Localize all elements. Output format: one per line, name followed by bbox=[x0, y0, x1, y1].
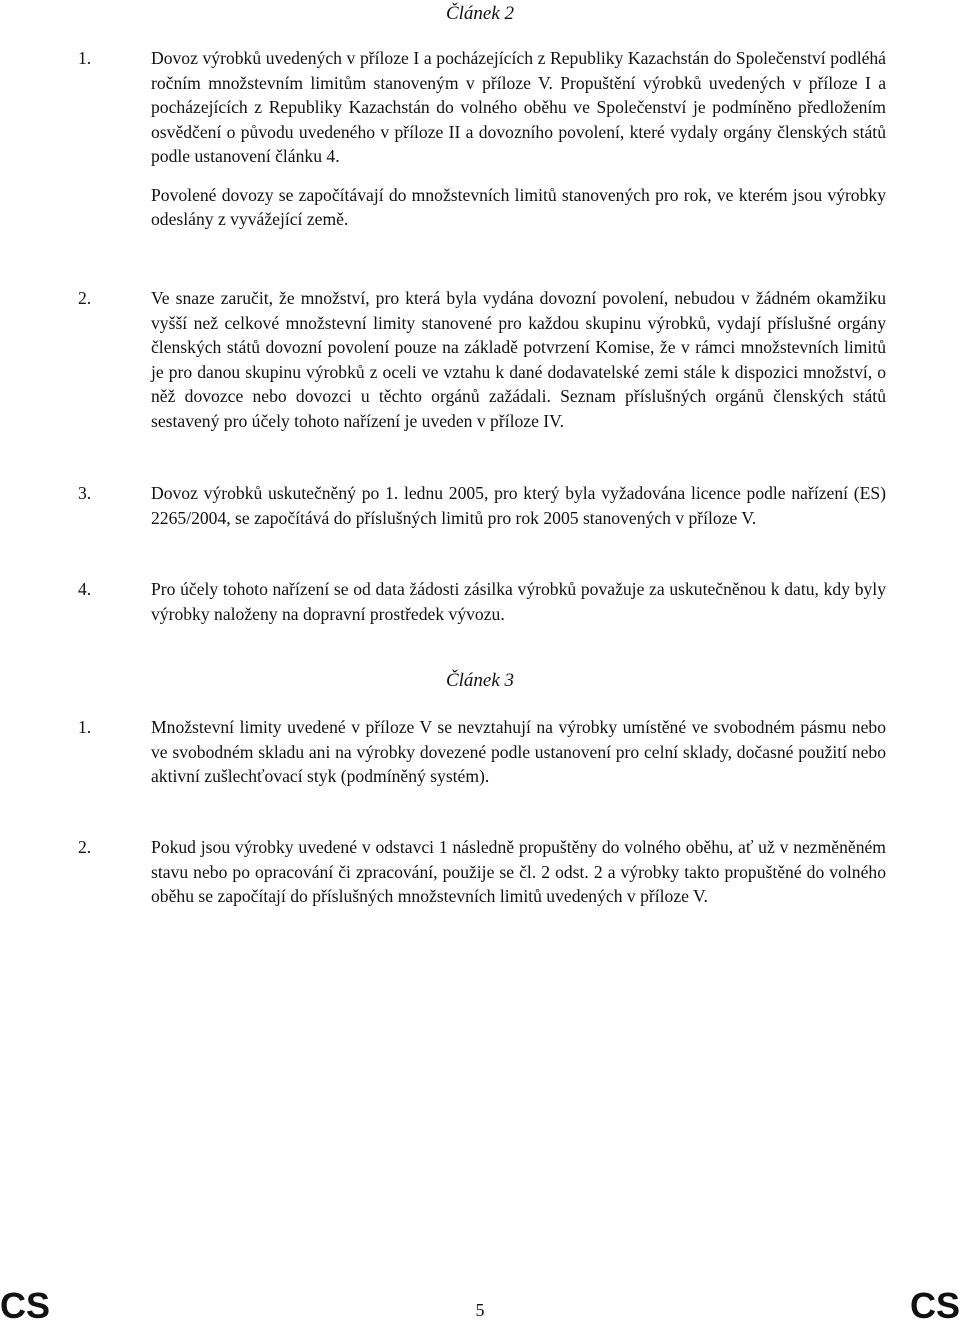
footer-language-code-left: CS bbox=[0, 1285, 51, 1326]
item-number: 2. bbox=[78, 837, 92, 857]
item-number: 1. bbox=[78, 717, 92, 737]
item-number: 1. bbox=[78, 48, 92, 68]
item-text bbox=[151, 46, 886, 232]
page-number: 5 bbox=[475, 1300, 485, 1320]
paragraph: Množstevní limity uvedené v příloze V se nevztahují na výrobky umístěné ve svobodném pásmu nebo ve svobodném skladu ani na výrobky dovezené podle ustanovení pro celní sklady, dočasné použití nebo aktivní zušlechťovací styk (podmíněný systém). bbox=[151, 717, 886, 786]
article-2-item-3 bbox=[78, 481, 886, 530]
article-3-heading: Článek 3 bbox=[445, 670, 515, 691]
article-3-item-1 bbox=[78, 715, 886, 789]
item-number: 2. bbox=[78, 288, 92, 308]
item-number: 3. bbox=[78, 483, 92, 503]
article-2-item-2 bbox=[78, 286, 886, 433]
paragraph: Povolené dovozy se započítávají do množstevních limitů stanovených pro rok, ve kterém jsou výrobky odeslány z vyvážející země. bbox=[151, 184, 886, 229]
article-2-item-4 bbox=[78, 577, 886, 626]
item-text bbox=[151, 286, 886, 433]
paragraph: Dovoz výrobků uvedených v příloze I a pocházejících z Republiky Kazachstán do Společenství podléhá ročním množstevním limitům stanoveným v příloze V. Propuštění výrobků uvedených v příloze I a pocházejících z Republiky Kazachstán do volného oběhu ve Společenství je podmíněno předložením osvědčení o původu uvedeného v příloze II a dovozního povolení, které vydaly orgány členských států podle ustanovení článku 4. bbox=[151, 48, 886, 166]
paragraph: Dovoz výrobků uskutečněný po 1. lednu 2005, pro který byla vyžadována licence podle nařízení (ES) 2265/2004, se započítává do příslušných limitů pro rok 2005 stanovených v příloze V. bbox=[151, 483, 886, 528]
article-2-item-1 bbox=[78, 46, 886, 232]
item-number: 4. bbox=[78, 579, 92, 599]
article-3-item-2 bbox=[78, 835, 886, 909]
item-text bbox=[151, 481, 886, 530]
paragraph: Pro účely tohoto nařízení se od data žádosti zásilka výrobků považuje za uskutečněnou k datu, kdy byly výrobky naloženy na dopravní prostředek vývozu. bbox=[151, 579, 886, 624]
article-2-heading: Článek 2 bbox=[445, 3, 515, 24]
paragraph: Ve snaze zaručit, že množství, pro která byla vydána dovozní povolení, nebudou v žádném okamžiku vyšší než celkové množstevní limity stanovené pro každou skupinu výrobků, vydají příslušné orgány členských států dovozní povolení pouze na základě potvrzení Komise, že v rámci množstevních limitů je pro danou skupinu výrobků z oceli ve vztahu k dané dodavatelské zemi stále k dispozici množství, o něž dovozce nebo dovozci u těchto orgánů zažádali. Seznam příslušných orgánů členských států sestavený pro účely tohoto nařízení je uveden v příloze IV. bbox=[151, 288, 886, 431]
item-text bbox=[151, 715, 886, 789]
item-text bbox=[151, 835, 886, 909]
item-text bbox=[151, 577, 886, 626]
paragraph: Pokud jsou výrobky uvedené v odstavci 1 následně propuštěny do volného oběhu, ať už v nezměněném stavu nebo po opracování či zpracování, použije se čl. 2 odst. 2 a výrobky takto propuštěné do volného oběhu se započítají do příslušných množstevních limitů uvedených v příloze V. bbox=[151, 837, 886, 906]
footer-language-code-right: CS bbox=[909, 1285, 960, 1326]
